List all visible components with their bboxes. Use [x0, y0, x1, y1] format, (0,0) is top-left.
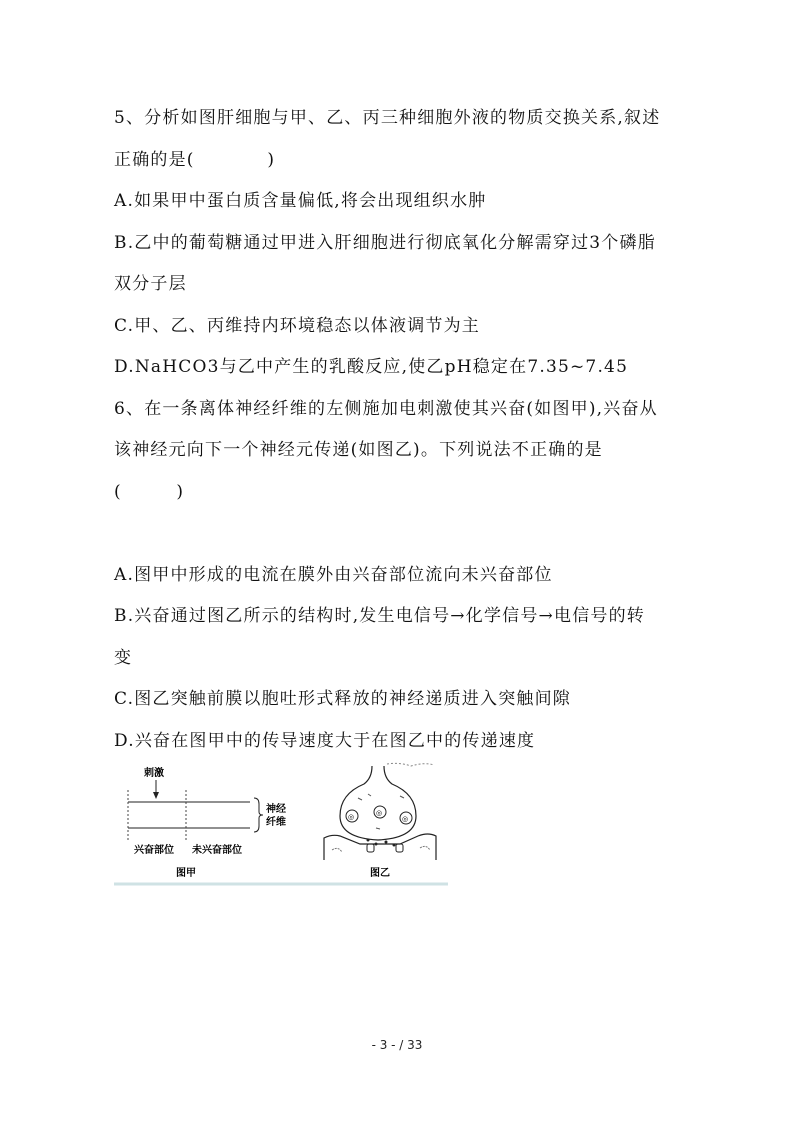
fiber-label-1: 神经	[266, 804, 286, 815]
stimulus-label: 刺激	[144, 768, 164, 779]
page-number: - 3 - / 33	[371, 1038, 423, 1052]
receptor	[396, 844, 403, 852]
neurotransmitter-dot	[385, 841, 388, 844]
fiber-label-2: 纤维	[266, 817, 286, 828]
postsynaptic-membrane	[324, 834, 436, 860]
unexcited-region-label: 未兴奋部位	[192, 845, 242, 856]
vesicle-mark: ◎	[348, 813, 355, 821]
excited-region-label: 兴奋部位	[134, 845, 174, 856]
q6-option-b-line-2: 变	[114, 648, 133, 668]
q6-stem-line-3: ( )	[114, 482, 185, 502]
nerve-figure	[114, 760, 448, 886]
q6-option-d: D.兴奋在图甲中的传导速度大于在图乙中的传递速度	[114, 731, 536, 751]
q5-option-c: C.甲、乙、丙维持内环境稳态以体液调节为主	[114, 316, 481, 336]
figure-a-fiber-diagram	[128, 766, 286, 879]
figure-b-caption: 图乙	[370, 868, 390, 879]
q5-option-d: D.NaHCO3与乙中产生的乳酸反应,使乙pH稳定在7.35~7.45	[114, 357, 629, 377]
receptor	[367, 844, 374, 852]
nerve-figure-svg	[114, 760, 448, 886]
q6-stem-line-2: 该神经元向下一个神经元传递(如图乙)。下列说法不正确的是	[114, 440, 603, 460]
q6-stem-line-1: 6、在一条离体神经纤维的左侧施加电刺激使其兴奋(如图甲),兴奋从	[114, 399, 658, 419]
postsynaptic-detail	[332, 846, 430, 852]
q6-option-a: A.图甲中形成的电流在膜外由兴奋部位流向未兴奋部位	[114, 565, 553, 585]
q6-option-c: C.图乙突触前膜以胞吐形式释放的神经递质进入突触间隙	[114, 689, 572, 709]
q5-option-a: A.如果甲中蛋白质含量偏低,将会出现组织水肿	[114, 191, 487, 211]
figure-b-synapse-diagram	[324, 763, 436, 879]
vesicle-mark: ◎	[402, 815, 409, 823]
q6-option-b-line-1: B.兴奋通过图乙所示的结构时,发生电信号→化学信号→电信号的转	[114, 606, 645, 626]
figure-a-caption: 图甲	[176, 868, 196, 879]
stimulus-arrowhead-icon	[153, 792, 159, 799]
vesicle-mark: ◎	[376, 809, 383, 817]
q5-stem-line-1: 5、分析如图肝细胞与甲、乙、丙三种细胞外液的物质交换关系,叙述	[114, 108, 661, 128]
fiber-brace	[254, 798, 263, 832]
q5-option-b-line-2: 双分子层	[114, 274, 187, 294]
axon-dashed-outline	[387, 763, 434, 766]
q5-stem-line-2: 正确的是( )	[114, 150, 276, 170]
neurotransmitter-dot	[367, 839, 370, 842]
q5-option-b-line-1: B.乙中的葡萄糖通过甲进入肝细胞进行彻底氧化分解需穿过3个磷脂	[114, 233, 656, 253]
